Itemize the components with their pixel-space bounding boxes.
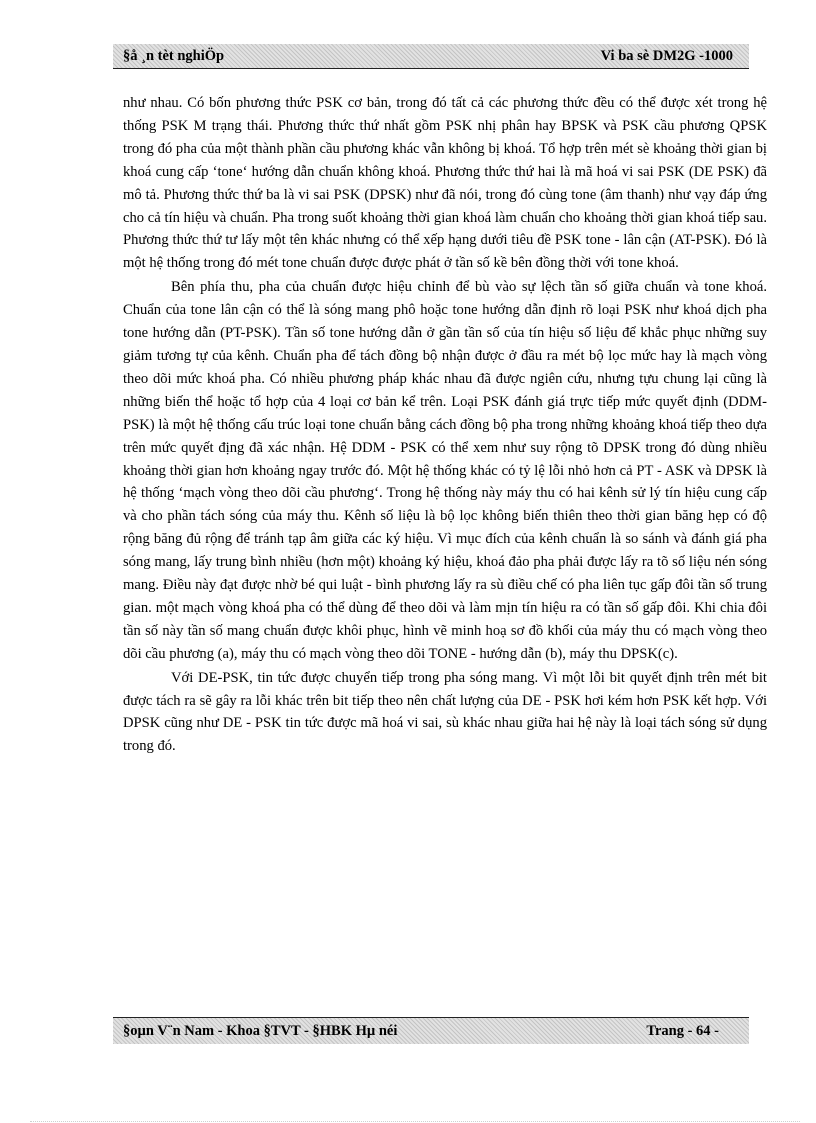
- page-bottom-border: [30, 1121, 800, 1122]
- header-rule: [113, 68, 749, 69]
- paragraph-1: như nhau. Có bốn phương thức PSK cơ bản, trong đó tất cả các phương thức đều có thể được xét trong hệ thống PSK M trạng thái. Phương thức thứ nhất gồm PSK nhị phân hay BPSK và PSK cầu phương QPSK trong đó pha của một thành phần cầu phương khác vẫn không bị khoá. Tổ hợp trên mét sè khoảng thời gian bị khoá cung cấp ‘tone‘ hướng dẫn chuẩn không khoá. Phương thức thứ hai là mã hoá vi sai PSK (DE PSK) đã mô tả. Phương thức thứ ba là vi sai PSK (DPSK) như đã nói, trong đó cùng tone (âm thanh) như vạy đáp ứng cho cả tín hiệu và chuẩn. Pha trong suốt khoảng thời gian khoá làm chuẩn cho khoảng thời gian khoá tiếp sau. Phương thức thứ tư lấy một tên khác nhưng có thể xếp hạng dưới tiêu đề PSK tone - lân cận (AT-PSK). Đó là một hệ thống trong đó mét tone chuẩn được được phát ở tần số kề bên đồng thời với tone khoá.: [123, 95, 767, 272]
- header-topic-title: Vi ba sè DM2G -1000: [600, 47, 733, 64]
- header-document-title: §å ¸n tèt nghiÖp: [123, 47, 225, 64]
- page-header: [113, 44, 749, 68]
- footer-author: §oµn V¨n Nam - Khoa §TVT - §HBK Hµ néi: [123, 1022, 398, 1039]
- paragraph-2: Bên phía thu, pha của chuẩn được hiệu chỉnh để bù vào sự lệch tần số giữa chuẩn và tone khoá. Chuẩn của tone lân cận có thể là sóng mang phô hoặc tone hướng dẫn định rõ loại PSK như khoá dịch pha tone hướng dẫn (PT-PSK). Tần số tone hướng dẫn ở gần tần số của tín hiệu số liệu để khắc phục những suy giảm tương tự của kênh. Chuẩn pha để tách đồng bộ nhận được ở đầu ra mét bộ lọc mức hay là mạch vòng theo dõi mức khoá pha. Có nhiều phương pháp khác nhau đã được ngiên cứu, nhưng tựu chung lại cũng là những biến thể hoặc tổ hợp của 4 loại cơ bản kể trên. Loại PSK đánh giá trực tiếp mức quyết định (DDM-PSK) là một hệ thống cấu trúc loại tone chuẩn bằng cách đồng bộ pha trong những khoảng khoá tiếp theo dựa trên mức quyết địng đã xác nhận. Hệ DDM - PSK có thể xem như suy rộng tõ DPSK trong đó dùng nhiều khoảng thời gian hơn khoảng ngay trước đó. Một hệ thống khác có tỷ lệ lỗi nhỏ hơn cả PT - ASK và DPSK là hệ thống ‘mạch vòng theo dõi cầu phương‘. Trong hệ thống này máy thu có hai kênh sử lý tín hiệu cung cấp và cho phần tách sóng của máy thu. Kênh số liệu là bộ lọc không biến thiên theo thời gian băng hẹp có độ rộng băng đủ rộng để tránh tạp âm giữa các ký hiệu. Vì mục đích của kênh chuẩn là so sánh và đánh giá pha sóng mang, lấy trung bình nhiều (hơn một) khoảng ký hiệu, khoá đảo pha phải được lấy ra tõ số liệu nén sóng mang. Điều này đạt được nhờ bé qui luật - bình phương lấy ra sù điều chế có pha liên tục gấp đôi tần số trung gian. một mạch vòng khoá pha có thể dùng để theo dõi và làm mịn tín hiệu ra có tần số gấp đôi. Khi chia đôi tần số này tần số mang chuẩn được khôi phục, hình vẽ minh hoạ sơ đồ khối của máy thu có mạch vòng theo dõi cầu phương (a), máy thu có mạch vòng theo dõi TONE - hướng dẫn (b), máy thu DPSK(c).: [123, 279, 767, 662]
- body-text: [123, 92, 767, 759]
- footer-page-number: Trang - 64 -: [646, 1022, 719, 1039]
- paragraph-3: Với DE-PSK, tin tức được chuyển tiếp trong pha sóng mang. Vì một lỗi bit quyết định trên mét bit được tách ra sẽ gây ra lỗi khác trên bit tiếp theo nên chất lượng của DE - PSK hơi kém hơn PSK kết hợp. Với DPSK cũng như DE - PSK tin tức được mã hoá vi sai, sù khác nhau giữa hai hệ này là loại tách sóng sử dụng trong đó.: [123, 669, 767, 755]
- page-footer: [113, 1018, 749, 1044]
